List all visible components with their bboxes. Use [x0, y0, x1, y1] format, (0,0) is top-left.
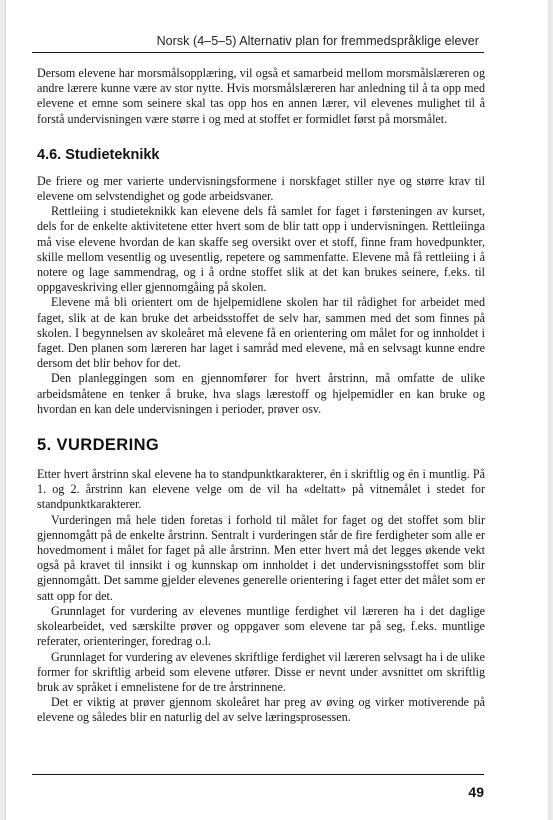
- running-header: Norsk (4–5–5) Alternativ plan for fremmedspråklige elever: [156, 34, 479, 48]
- section-heading-vurdering: 5. VURDERING: [37, 436, 160, 455]
- paragraph: Elevene må bli orientert om de hjelpemidlene skolen har til rådighet for arbeidet med faget, slik at de kan bruke det arbeidsstoffet de selv har, sammen med det som finnes på skolen. I begynnelsen av skoleåret må elevene få en orientering om målet for og innholdet i faget. Den planen som læreren har laget i samråd med elevene, må en selvsagt kunne endre dersom det blir behov for det.: [37, 295, 485, 371]
- paragraph: Den planleggingen som en gjennomfører for hvert årstrinn, må omfatte de ulike arbeidsmåtene en tenker å bruke, hva slags lærestoff og hjelpemidler en kan bruke og hvordan en kan dele undervisningen i perioder, prøver osv.: [37, 371, 485, 416]
- paragraph: Grunnlaget for vurdering av elevenes muntlige ferdighet vil læreren ha i det daglige skolearbeidet, ved særskilte prøver og oppgaver som elevene tar på seg, f.eks. muntlige referater, orienteringer, foredrag o.l.: [37, 603, 485, 649]
- paragraph: Grunnlaget for vurdering av elevenes skriftlige ferdighet vil læreren selvsagt ha i de ulike former for skriftlig arbeid som elevene utfører. Disse er nevnt under avsnittet om skriftlig bruk av språket i emnelistene for de tre årstrinnene.: [37, 649, 485, 694]
- page-number: 49: [468, 784, 484, 800]
- page-body: [37, 66, 485, 726]
- intro-paragraph: Dersom elevene har morsmålsopplæring, vil også et samarbeid mellom morsmålslæreren og andre lærere kunne være av stor nytte. Hvis morsmålslæreren har anledning til å ta opp med elevene et emne som seinere skal tas opp hos en annen lærer, vil elevenes mulighet til å forstå undervisningen være større i og med at stoffet er formidlet først på morsmålet.: [37, 66, 485, 126]
- header-rule: [32, 52, 484, 53]
- section-heading-studieteknikk: 4.6. Studieteknikk: [37, 146, 160, 163]
- paragraph: Vurderingen må hele tiden foretas i forhold til målet for faget og det stoffet som blir gjennomgått på de enkelte årstrinn. Sentralt i vurderingen står de fire ferdigheter som alle er hovedmoment i målet for faget på alle årstrinn. Men etter hvert må det legges økende vekt også på kravet til innsikt i og kunnskap om innholdet i det undervisningsstoffet som blir gjennomgått. Det samme gjelder elevenes generelle orientering i faget etter det målet som er satt opp for det.: [37, 512, 485, 603]
- document-page: [5, 0, 551, 820]
- scan-edge: [548, 0, 551, 820]
- paragraph: Etter hvert årstrinn skal elevene ha to standpunktkarakterer, én i skriftlig og én i muntlig. På 1. og 2. årstrinn kan elevene velge om de vil ha «deltatt» på vitnemålet i stedet for standpunktkarakterer.: [37, 467, 485, 512]
- paragraph: De friere og mer varierte undervisningsformene i norskfaget stiller nye og større krav til elevene om selvstendighet og gode arbeidsvaner.: [37, 173, 485, 204]
- paragraph: Det er viktig at prøver gjennom skoleåret har preg av øving og virker motiverende på elevene og således blir en naturlig del av selve læringsprosessen.: [37, 695, 485, 725]
- paragraph: Rettleiing i studieteknikk kan elevene dels få samlet for faget i førsteningen av kurset, dels for de enkelte aktivitetene etter hvert som de blir tatt opp i undervisningen. Rettleiinga må vise elevene hvordan de kan skaffe seg oversikt over et stoff, finne fram hovedpunkter, skille mellom vesentlig og uvesentlig, repetere og sammenfatte. Elevene må få rettleiing i å notere og lage sammendrag, og i å ordne stoffet slik at det kan brukes seinere, f.eks. til oppgaveskriving eller gjennomgåing på skolen.: [37, 204, 485, 295]
- footer-rule: [32, 774, 484, 775]
